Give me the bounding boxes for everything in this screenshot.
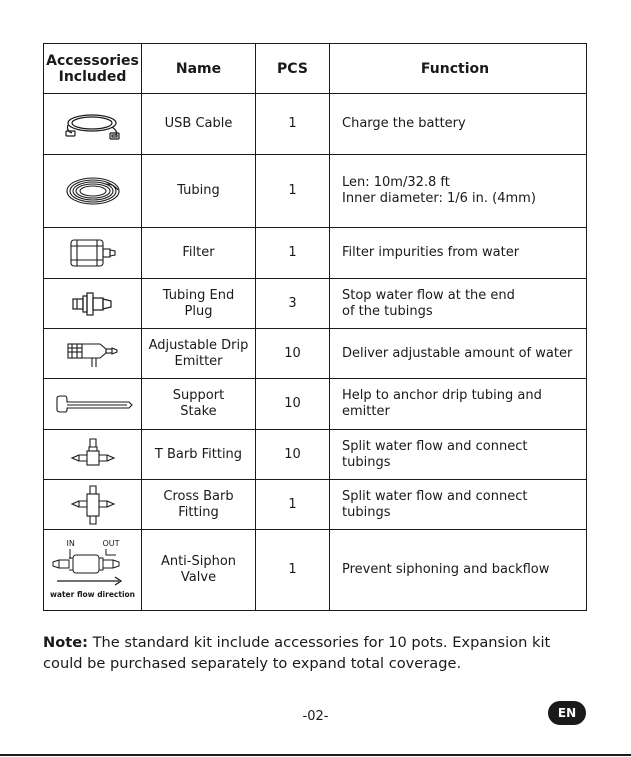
row-function: Stop water flow at the end of the tubings: [330, 279, 587, 329]
row-name: Support Stake: [142, 379, 256, 430]
row-function: Len: 10m/32.8 ft Inner diameter: 1/6 in. (4mm): [330, 155, 587, 228]
table-row: [44, 279, 587, 329]
tubing-end-plug-icon: [44, 279, 142, 329]
row-pcs: 1: [256, 480, 330, 530]
cross-barb-fitting-icon: [44, 480, 142, 530]
row-name: Tubing: [142, 155, 256, 228]
row-pcs: 1: [256, 94, 330, 155]
note-label: Note:: [43, 634, 88, 651]
row-pcs: 1: [256, 228, 330, 279]
valve-in-label: IN: [66, 539, 75, 548]
valve-diagram: [45, 539, 141, 601]
anti-siphon-valve-icon: [44, 530, 142, 611]
row-function: Deliver adjustable amount of water: [330, 329, 587, 379]
note-text: The standard kit include accessories for 10 pots. Expansion kit could be purchased separately to expand total coverage.: [43, 634, 551, 672]
table-row: [44, 430, 587, 480]
table-row: [44, 94, 587, 155]
support-stake-icon: [44, 379, 142, 430]
row-name: Adjustable Drip Emitter: [142, 329, 256, 379]
table-row: [44, 480, 587, 530]
usb-cable-icon: [44, 94, 142, 155]
valve-direction-label: water flow direction: [49, 590, 136, 599]
table-row: [44, 228, 587, 279]
language-badge: EN: [548, 701, 586, 725]
header-pcs: PCS: [256, 44, 330, 94]
row-pcs: 1: [256, 530, 330, 611]
filter-icon: [44, 228, 142, 279]
drip-emitter-icon: [44, 329, 142, 379]
table-row: [44, 379, 587, 430]
header-name: Name: [142, 44, 256, 94]
page-number: -02-: [302, 709, 329, 724]
valve-out-label: OUT: [102, 539, 120, 548]
table-row: [44, 530, 587, 611]
table-row: [44, 155, 587, 228]
row-name: Anti-Siphon Valve: [142, 530, 256, 611]
table-row: [44, 329, 587, 379]
row-pcs: 10: [256, 379, 330, 430]
row-name: USB Cable: [142, 94, 256, 155]
tubing-coil-icon: [44, 155, 142, 228]
t-barb-fitting-icon: [44, 430, 142, 480]
row-name: Filter: [142, 228, 256, 279]
row-name: T Barb Fitting: [142, 430, 256, 480]
row-function: Filter impurities from water: [330, 228, 587, 279]
row-function: Prevent siphoning and backflow: [330, 530, 587, 611]
row-function: Split water flow and connect tubings: [330, 430, 587, 480]
row-function: Charge the battery: [330, 94, 587, 155]
bottom-rule: [0, 754, 631, 756]
kit-note: [43, 632, 591, 674]
header-accessories: Accessories Included: [44, 44, 142, 94]
table-header-row: [44, 44, 587, 94]
row-pcs: 10: [256, 430, 330, 480]
row-pcs: 10: [256, 329, 330, 379]
header-function: Function: [330, 44, 587, 94]
row-name: Cross Barb Fitting: [142, 480, 256, 530]
row-function: Help to anchor drip tubing and emitter: [330, 379, 587, 430]
row-pcs: 3: [256, 279, 330, 329]
row-name: Tubing End Plug: [142, 279, 256, 329]
row-function: Split water flow and connect tubings: [330, 480, 587, 530]
accessories-table: [43, 43, 587, 611]
row-pcs: 1: [256, 155, 330, 228]
